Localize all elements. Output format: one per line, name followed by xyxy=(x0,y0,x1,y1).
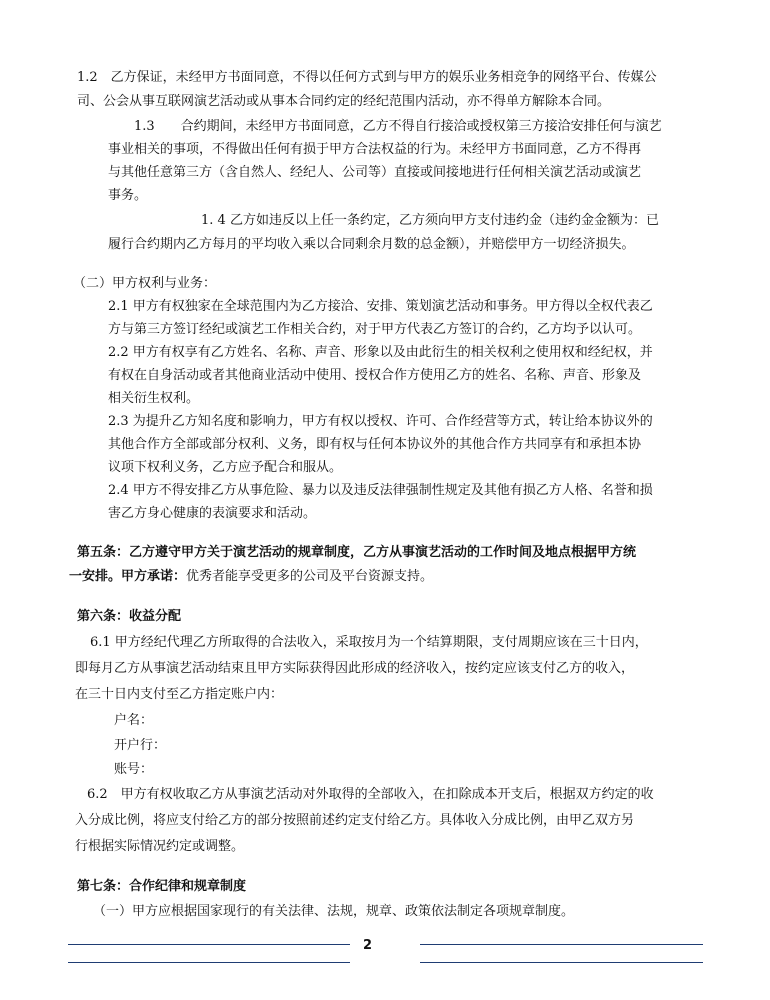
article-5-line-1: 第五条：乙方遵守甲方关于演艺活动的规章制度，乙方从事演艺活动的工作时间及地点根据甲方统 xyxy=(77,545,637,560)
clause-6-2-line-3: 行根据实际情况约定或调整。 xyxy=(75,839,245,854)
clause-2-2-line-3: 相关衍生权利。 xyxy=(108,391,200,406)
clause-6-1-line-2: 即每月乙方从事演艺活动结束且甲方实际获得因此形成的经济收入，按约定应该支付乙方的收入， xyxy=(75,661,635,676)
clause-1-3-line-1: 1.3 合约期间，未经甲方书面同意，乙方不得自行接洽或授权第三方接洽安排任何与演艺 xyxy=(134,119,662,134)
footer-rule-right-top xyxy=(420,944,703,945)
article-5-commitment-text: 优秀者能享受更多的公司及平台资源支持。 xyxy=(186,569,434,584)
clause-1-2-line-2: 司、公会从事互联网演艺活动或从事本合同约定的经纪范围内活动，亦不得单方解除本合同。 xyxy=(77,94,611,109)
clause-2-3-line-3: 议项下权利义务，乙方应予配合和服从。 xyxy=(108,460,343,475)
clause-2-4-line-2: 害乙方身心健康的表演要求和活动。 xyxy=(108,506,317,521)
clause-6-2-line-2: 入分成比例，将应支付给乙方的部分按照前述约定支付给乙方。具体收入分成比例，由甲乙双方另 xyxy=(75,813,635,828)
clause-2-3-line-1: 2.3 为提升乙方知名度和影响力，甲方有权以授权、许可、合作经营等方式，转让给本协议外的 xyxy=(108,414,653,429)
account-name-label: 户名： xyxy=(114,713,154,728)
article-6-heading: 第六条：收益分配 xyxy=(77,609,182,624)
clause-2-1-line-2: 方与第三方签订经纪或演艺工作相关合约，对于甲方代表乙方签订的合约，乙方均予以认可。 xyxy=(108,322,642,337)
article-5-line-2 xyxy=(69,568,433,586)
footer-rule-left-bottom xyxy=(68,962,350,963)
clause-2-2-line-2: 有权在自身活动或者其他商业活动中使用、授权合作方使用乙方的姓名、名称、声音、形象及 xyxy=(108,368,642,383)
clause-6-1-line-1: 6.1 甲方经纪代理乙方所取得的合法收入，采取按月为一个结算期限，支付周期应该在三十日内， xyxy=(90,635,648,650)
clause-6-2-line-1: 6.2 甲方有权收取乙方从事演艺活动对外取得的全部收入，在扣除成本开支后，根据双方约定的收 xyxy=(87,787,654,802)
clause-1-4-line-2: 履行合约期内乙方每月的平均收入乘以合同剩余月数的总金额），并赔偿甲方一切经济损失。 xyxy=(108,237,635,252)
clause-2-4-line-1: 2.4 甲方不得安排乙方从事危险、暴力以及违反法律强制性规定及其他有损乙方人格、名誉和损 xyxy=(108,483,653,498)
clause-2-3-line-2: 其他合作方全部或部分权利、义务，即有权与任何本协议外的其他合作方共同享有和承担本协 xyxy=(108,437,642,452)
clause-7-1-line: （一）甲方应根据国家现行的有关法律、法规，规章、政策依法制定各项规章制度。 xyxy=(93,904,575,919)
footer-rule-left-top xyxy=(68,944,350,945)
page-number: 2 xyxy=(363,938,373,953)
article-5-commitment-label: 一安排。甲方承诺： xyxy=(69,569,187,584)
clause-1-3-line-2: 事业相关的事项，不得做出任何有损于甲方合法权益的行为。未经甲方书面同意，乙方不得再 xyxy=(108,142,642,157)
article-7-heading: 第七条：合作纪律和规章制度 xyxy=(77,879,247,894)
account-number-label: 账号： xyxy=(114,762,154,777)
clause-1-3-line-4: 事务。 xyxy=(108,188,148,203)
clause-1-2-line-1: 1.2 乙方保证，未经甲方书面同意，不得以任何方式到与甲方的娱乐业务相竞争的网络平台、传媒公 xyxy=(77,70,657,85)
clause-2-2-line-1: 2.2 甲方有权享有乙方姓名、名称、声音、形象以及由此衍生的相关权利之使用权和经纪权，并 xyxy=(108,345,653,360)
clause-6-1-line-3: 在三十日内支付至乙方指定账户内： xyxy=(75,687,284,702)
clause-2-1-line-1: 2.1 甲方有权独家在全球范围内为乙方接洽、安排、策划演艺活动和事务。甲方得以全权代表乙 xyxy=(108,299,653,314)
bank-label: 开户行： xyxy=(114,738,167,753)
clause-1-4-line-1: 1. 4 乙方如违反以上任一条约定，乙方须向甲方支付违约金（违约金金额为：已 xyxy=(201,213,659,228)
section-2-heading: （二）甲方权利与业务： xyxy=(73,276,217,291)
clause-1-3-line-3: 与其他任意第三方（含自然人、经纪人、公司等）直接或间接地进行任何相关演艺活动或演艺 xyxy=(108,165,642,180)
footer-rule-right-bottom xyxy=(420,962,703,963)
